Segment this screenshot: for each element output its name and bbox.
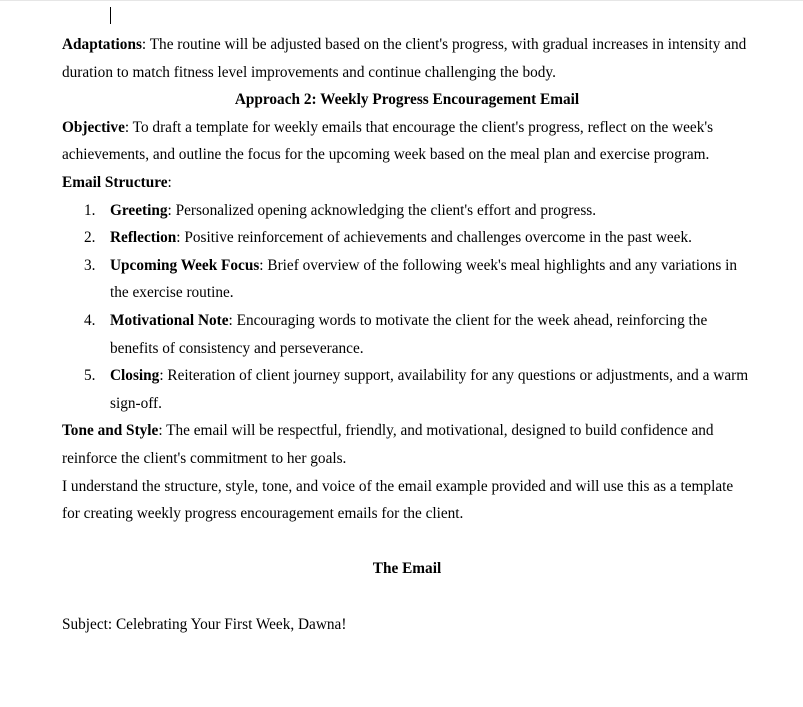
email-structure-paragraph (62, 169, 752, 197)
approach-heading: Approach 2: Weekly Progress Encouragement Email (234, 91, 580, 109)
blank-line (62, 583, 752, 611)
email-structure-label: Email Structure (62, 173, 168, 191)
list-item-text: : Personalized opening acknowledging the client's effort and progress. (167, 201, 597, 219)
email-structure-colon: : (167, 173, 172, 191)
list-item-label: Reflection (110, 229, 177, 247)
list-item-number: 1. (84, 201, 96, 219)
list-item-text: : Positive reinforcement of achievements and challenges overcome in the past week. (176, 229, 692, 247)
page-top-border (0, 0, 803, 1)
list-item (62, 362, 752, 417)
objective-paragraph (62, 114, 752, 169)
subject-line: Subject: Celebrating Your First Week, Dawna! (62, 616, 347, 634)
adaptations-text: : The routine will be adjusted based on the client's progress, with gradual increases in intensity and duration to match fitness level improvements and continue challenging the body. (62, 36, 747, 81)
list-item-number: 3. (84, 256, 96, 274)
text-cursor (110, 7, 111, 24)
tone-style-label: Tone and Style (62, 422, 159, 440)
list-item-number: 5. (84, 367, 96, 385)
understanding-paragraph: I understand the structure, style, tone, and voice of the email example provided and will use this as a template for creating weekly progress encouragement emails for the client. (62, 477, 734, 523)
document-body[interactable] (62, 31, 752, 639)
list-item-text: : Brief overview of the following week's meal highlights and any variations in the exercise routine. (110, 256, 737, 302)
list-item-label: Closing (110, 367, 160, 385)
objective-text: : To draft a template for weekly emails that encourage the client's progress, reflect on the week's achievements, and outline the focus for the upcoming week based on the meal plan and exercise program. (62, 118, 714, 164)
list-item-text: : Reiteration of client journey support, availability for any questions or adjustments, and a warm sign-off. (110, 367, 749, 412)
list-item-label: Upcoming Week Focus (110, 256, 260, 274)
adaptations-paragraph (62, 31, 752, 86)
list-item-text: : Encouraging words to motivate the client for the week ahead, reinforcing the benefits of consistency and perseverance. (110, 311, 708, 357)
list-item (62, 197, 752, 225)
tone-style-text: : The email will be respectful, friendly, and motivational, designed to build confidence and reinforce the client's commitment to her goals. (62, 422, 714, 467)
list-item (62, 252, 752, 307)
list-item-number: 4. (84, 311, 96, 329)
objective-label: Objective (62, 118, 125, 136)
list-item (62, 307, 752, 362)
email-heading: The Email (372, 560, 442, 578)
tone-style-paragraph (62, 417, 752, 472)
adaptations-label: Adaptations (62, 36, 142, 53)
list-item-label: Motivational Note (110, 311, 229, 329)
email-structure-list (62, 197, 752, 418)
list-item (62, 224, 752, 252)
list-item-number: 2. (84, 229, 96, 247)
list-item-label: Greeting (110, 201, 168, 219)
blank-line (62, 528, 752, 556)
